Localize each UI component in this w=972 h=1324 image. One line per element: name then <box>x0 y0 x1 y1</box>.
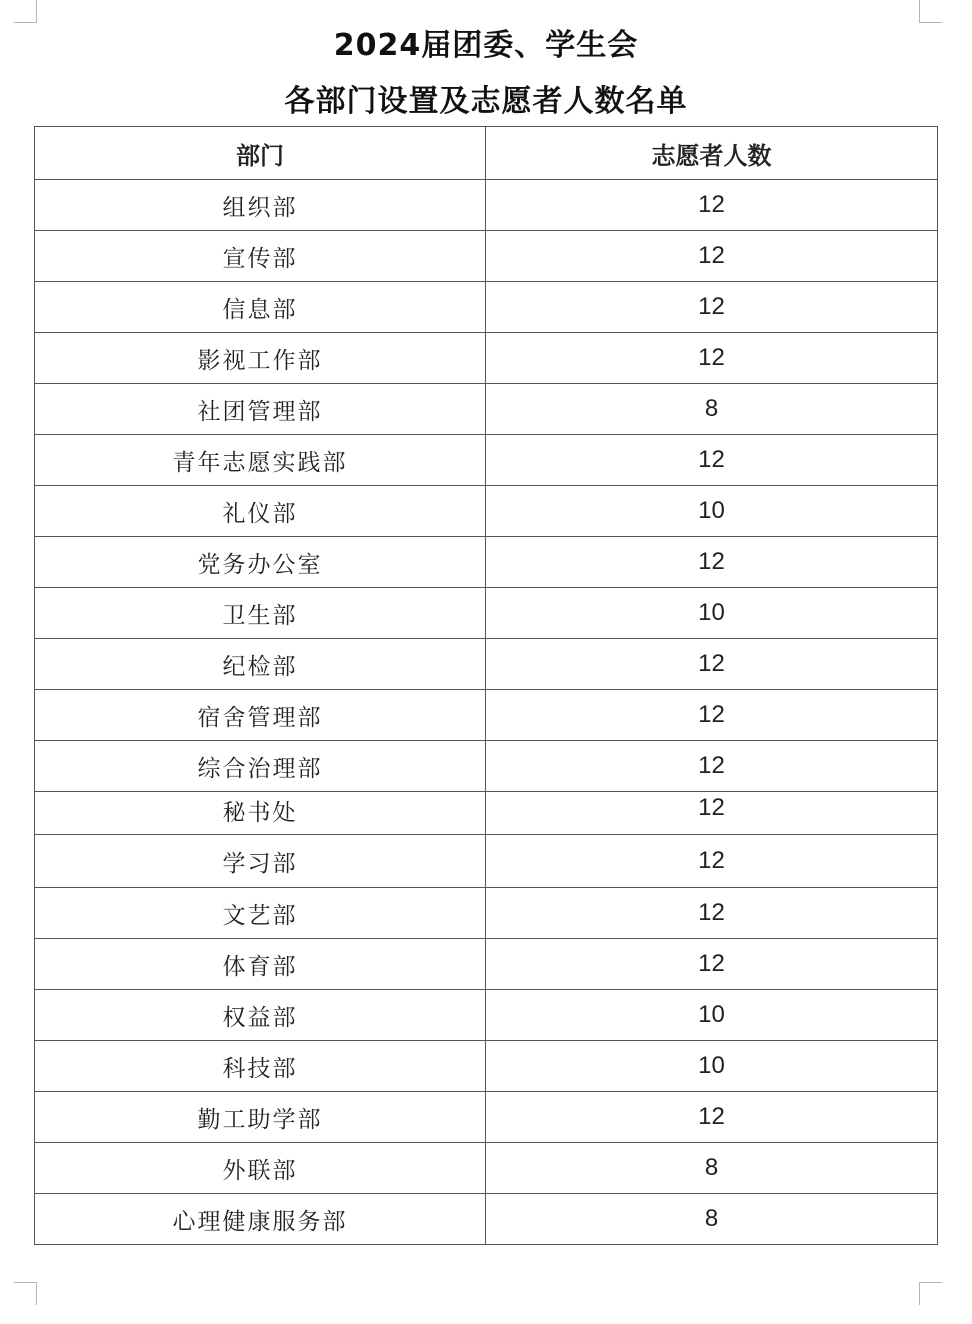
department-cell: 文艺部 <box>35 888 486 939</box>
volunteer-count-cell: 12 <box>486 180 938 231</box>
volunteer-count-cell: 12 <box>486 639 938 690</box>
table-row <box>35 1092 938 1143</box>
table-row <box>35 231 938 282</box>
volunteer-count-cell: 12 <box>486 690 938 741</box>
crop-mark-bottom-right <box>919 1282 942 1305</box>
volunteer-count-cell: 10 <box>486 990 938 1041</box>
department-cell: 心理健康服务部 <box>35 1194 486 1245</box>
volunteer-count-cell: 12 <box>486 835 938 888</box>
volunteer-count-cell: 12 <box>486 888 938 939</box>
table-row <box>35 888 938 939</box>
table-row <box>35 1041 938 1092</box>
table-row <box>35 1194 938 1245</box>
table-row <box>35 384 938 435</box>
volunteer-count-cell: 12 <box>486 939 938 990</box>
department-cell: 学习部 <box>35 835 486 888</box>
department-cell: 纪检部 <box>35 639 486 690</box>
department-cell: 卫生部 <box>35 588 486 639</box>
table-row <box>35 333 938 384</box>
volunteer-count-cell: 8 <box>486 1143 938 1194</box>
department-cell: 礼仪部 <box>35 486 486 537</box>
department-cell: 党务办公室 <box>35 537 486 588</box>
table-row <box>35 792 938 835</box>
department-cell: 组织部 <box>35 180 486 231</box>
document-title-line-2: 各部门设置及志愿者人数名单 <box>284 84 688 119</box>
table-row <box>35 939 938 990</box>
volunteer-count-cell: 10 <box>486 486 938 537</box>
table-row <box>35 537 938 588</box>
table-row <box>35 639 938 690</box>
table-header-row <box>35 127 938 180</box>
volunteer-count-cell: 10 <box>486 588 938 639</box>
department-cell: 科技部 <box>35 1041 486 1092</box>
volunteer-count-cell: 12 <box>486 231 938 282</box>
table-row <box>35 282 938 333</box>
volunteer-count-cell: 8 <box>486 384 938 435</box>
department-cell: 信息部 <box>35 282 486 333</box>
department-cell: 勤工助学部 <box>35 1092 486 1143</box>
volunteer-count-cell: 12 <box>486 282 938 333</box>
table-row <box>35 1143 938 1194</box>
department-cell: 宿舍管理部 <box>35 690 486 741</box>
table-row <box>35 435 938 486</box>
column-header-department: 部门 <box>35 127 486 180</box>
department-cell: 社团管理部 <box>35 384 486 435</box>
department-cell: 权益部 <box>35 990 486 1041</box>
volunteer-count-cell: 12 <box>486 792 938 835</box>
table-row <box>35 741 938 792</box>
department-cell: 体育部 <box>35 939 486 990</box>
volunteer-count-cell: 12 <box>486 537 938 588</box>
volunteer-count-cell: 12 <box>486 333 938 384</box>
column-header-volunteers: 志愿者人数 <box>486 127 938 180</box>
department-cell: 综合治理部 <box>35 741 486 792</box>
table-row <box>35 486 938 537</box>
department-cell: 宣传部 <box>35 231 486 282</box>
department-cell: 秘书处 <box>35 792 486 835</box>
volunteer-count-cell: 10 <box>486 1041 938 1092</box>
volunteer-count-cell: 12 <box>486 741 938 792</box>
table-row <box>35 588 938 639</box>
table-row <box>35 690 938 741</box>
table-row <box>35 835 938 888</box>
document-title-line-1: 2024届团委、学生会 <box>333 28 639 63</box>
volunteer-table <box>34 126 938 1245</box>
department-cell: 外联部 <box>35 1143 486 1194</box>
volunteer-count-cell: 12 <box>486 1092 938 1143</box>
volunteer-count-cell: 12 <box>486 435 938 486</box>
crop-mark-bottom-left <box>14 1282 37 1305</box>
department-cell: 青年志愿实践部 <box>35 435 486 486</box>
table-row <box>35 990 938 1041</box>
department-cell: 影视工作部 <box>35 333 486 384</box>
table-row <box>35 180 938 231</box>
volunteer-count-cell: 8 <box>486 1194 938 1245</box>
